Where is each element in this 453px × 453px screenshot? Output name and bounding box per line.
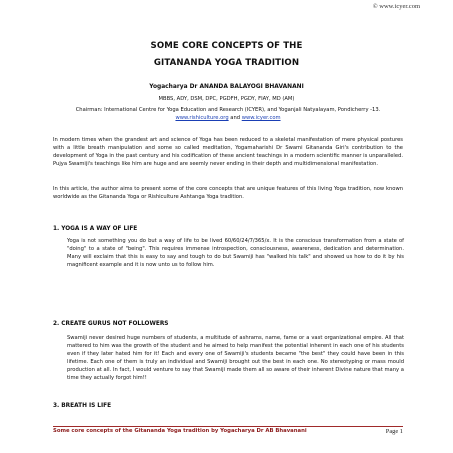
copyright-notice: © www.icyer.com — [372, 3, 420, 10]
affiliation-text: Chairman: International Centre for Yoga Education and Research (ICYER), and Yoganjali Natyalayam, Pondicherry -13. — [75, 107, 381, 113]
author-affiliation — [52, 106, 404, 123]
document-title-line-1: SOME CORE CONCEPTS OF THE — [150, 41, 303, 51]
page-number: Page 1 — [385, 428, 403, 435]
section-3-heading: 3. BREATH IS LIFE — [53, 403, 112, 409]
page-footer — [53, 428, 403, 435]
section-2-body: Swamiji never desired huge numbers of students, a multitude of ashrams, name, fame or a vast organizational empire. All that mattered to him was the growth of the student and he aimed to help manifest the potential inherent in each one of his students even if they later hated him for it! Each and every one of Swamiji's students became "the best" they could have been in this lifetime. Each one of them is truly an individual and Swamiji brought out the best in each one. No stereotyping or mass mould production at all. In fact, I would venture to say that Swamiji made them all so aware of their inherent Divine nature that many a time they actually forgot him!! — [67, 335, 404, 382]
footer-rule — [53, 426, 403, 427]
section-1-body: Yoga is not something you do but a way of life to be lived 60/60/24/7/365/x. It is the conscious transformation from a state of "doing" to a state of "being". This requires immense introspection, consciousness, awareness, dedication and determination. Many will exclaim that this is easy to say and tough to do but Swamiji has "walked his talk" and showed us how to do it by his magnificent example and it is now unto us to follow him. — [67, 238, 404, 269]
author-name: Yogacharya Dr ANANDA BALAYOGI BHAVANANI — [149, 84, 304, 90]
rishiculture-link[interactable]: www.rishiculture.org — [175, 115, 229, 122]
intro-paragraph-1: In modern times when the grandest art and science of Yoga has been reduced to a skeletal manifestation of mere physical postures with a little breath manipulation and some so called meditation, Yogamaharishi Dr Swami Gitananda Giri's contribution to the development of Yoga in the past century and his codification of these ancient teachings in a modern scientific manner is unparalleled. Pujya Swamiji's teachings like him are huge and are seemly never ending in their depth and multidimensional manifestation. — [53, 137, 403, 168]
link-separator: and — [228, 115, 242, 122]
section-1-heading: 1. YOGA IS A WAY OF LIFE — [53, 226, 138, 232]
icyer-link[interactable]: www.icyer.com — [241, 115, 281, 122]
author-qualifications: MBBS, ADY, DSM, DPC, PGDFH, PGDY, FIAY, MD (AM) — [158, 96, 295, 102]
footer-title: Some core concepts of the Gitananda Yoga tradition by Yogacharya Dr AB Bhavanani — [53, 428, 307, 434]
document-title-line-2: GITANANDA YOGA TRADITION — [153, 58, 300, 68]
intro-paragraph-2: In this article, the author aims to present some of the core concepts that are unique features of this living Yoga tradition, now known worldwide as the Gitananda Yoga or Rishiculture Ashtanga Yoga tradition. — [53, 186, 403, 201]
section-2-heading: 2. CREATE GURUS NOT FOLLOWERS — [53, 321, 169, 327]
